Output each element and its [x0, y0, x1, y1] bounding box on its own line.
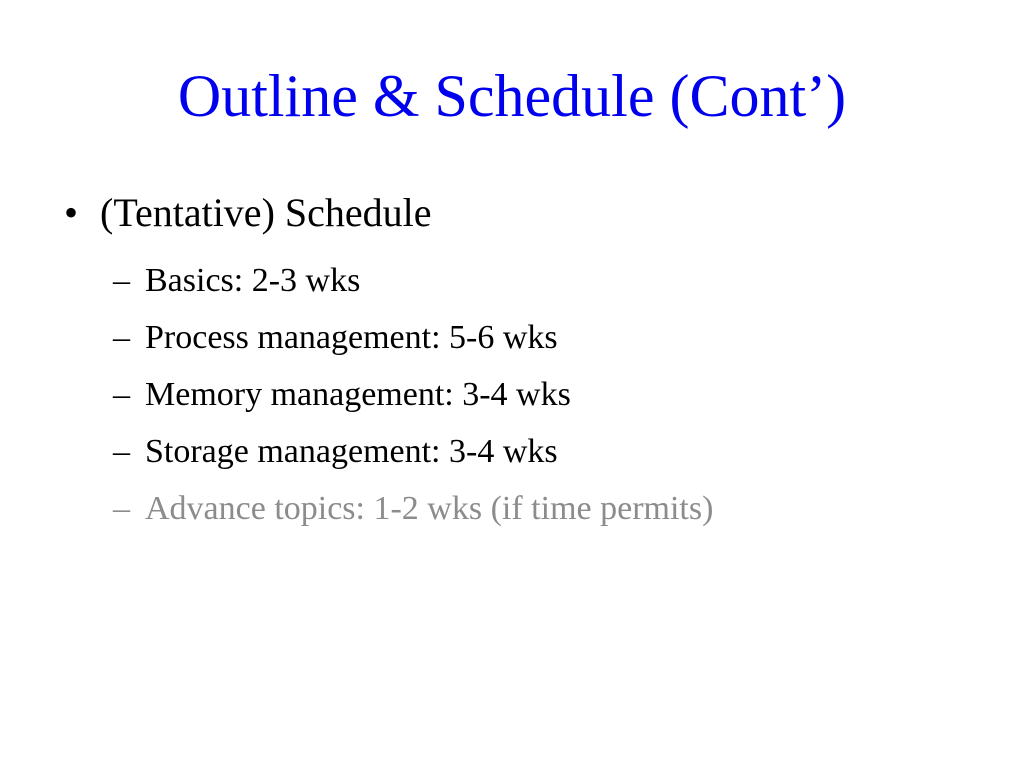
bullet-text: (Tentative) Schedule — [100, 190, 432, 235]
dash-marker: – — [113, 376, 130, 413]
dash-marker: – — [113, 262, 130, 299]
sub-bullet-item-process — [113, 309, 713, 366]
sub-bullet-text: Advance topics: 1-2 wks (if time permits) — [145, 490, 714, 527]
slide-title: Outline & Schedule (Cont’) — [177, 63, 847, 129]
dash-marker: – — [113, 490, 130, 527]
bullet-item-schedule — [64, 189, 432, 237]
bullet-marker: • — [64, 190, 79, 235]
sub-bullet-text: Memory management: 3-4 wks — [145, 376, 571, 413]
dash-marker: – — [113, 433, 130, 470]
dash-marker: – — [113, 319, 130, 356]
sub-bullet-list — [113, 252, 713, 537]
sub-bullet-item-memory — [113, 366, 713, 423]
sub-bullet-item-basics — [113, 252, 713, 309]
sub-bullet-item-advanced — [113, 480, 713, 537]
sub-bullet-text: Storage management: 3-4 wks — [145, 433, 558, 470]
sub-bullet-item-storage — [113, 423, 713, 480]
sub-bullet-text: Process management: 5-6 wks — [145, 319, 558, 356]
sub-bullet-text: Basics: 2-3 wks — [145, 262, 361, 299]
